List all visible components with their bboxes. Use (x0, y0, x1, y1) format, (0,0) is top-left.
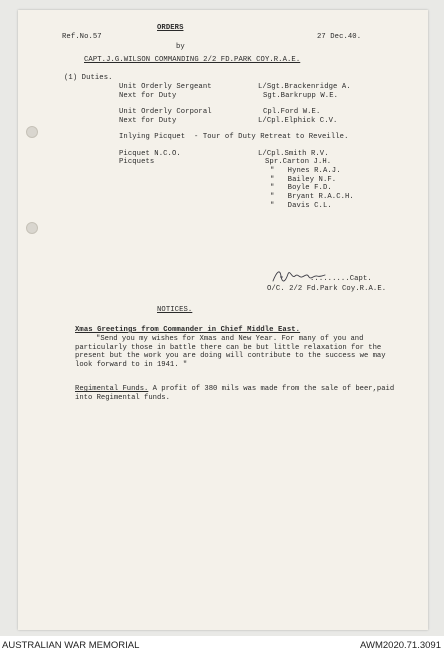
duty-name: Sgt.Barkrupp W.E. (263, 92, 339, 100)
picquet-name: " Bailey N.F. (270, 176, 337, 184)
duty-name: L/Sgt.Brackenridge A. (258, 83, 351, 91)
by-label: by (176, 43, 185, 51)
footer-accession-number: AWM2020.71.3091 (360, 640, 441, 651)
duty-name: L/Cpl.Elphick C.V. (258, 117, 338, 125)
reference-number: Ref.No.57 (62, 33, 102, 41)
orders-heading: ORDERS (157, 24, 184, 32)
xmas-greetings-body: "Send you my wishes for Xmas and New Year. For many of you and particularly those in battle there can be but little relaxation for the present but the work you are doing will contribute to the success we may look forward to in 1941. " (75, 335, 386, 369)
archive-footer (0, 636, 444, 653)
duties-label: (1) Duties. (64, 74, 113, 82)
duty-role: Unit Orderly Corporal (119, 108, 212, 116)
punch-hole (26, 126, 38, 138)
duty-role: Next for Duty (119, 117, 177, 125)
picquet-name: " Bryant R.A.C.H. (270, 193, 354, 201)
punch-hole (26, 222, 38, 234)
regimental-funds-title: Regimental Funds. (75, 385, 149, 393)
regimental-funds-body: A profit of 380 mils was made from the sale of beer,paid into Regimental funds. (75, 385, 395, 402)
signature-line: .........Capt. (310, 275, 372, 283)
picquets-label: Picquets (119, 158, 155, 166)
duty-role: Unit Orderly Sergeant (119, 83, 212, 91)
signature-title: O/C. 2/2 Fd.Park Coy.R.A.E. (267, 285, 387, 293)
footer-institution: AUSTRALIAN WAR MEMORIAL (2, 640, 140, 651)
xmas-greetings-title: Xmas Greetings from Commander in Chief Middle East. (75, 326, 301, 334)
document-page (18, 10, 428, 630)
picquet-nco-role: Picquet N.C.O. (119, 150, 181, 158)
picquet-nco-name: L/Cpl.Smith R.V. (258, 150, 329, 158)
picquet-name: Spr.Carton J.H. (265, 158, 332, 166)
inlying-picquet-line: Inlying Picquet - Tour of Duty Retreat to Reveille. (119, 133, 349, 141)
picquet-name: " Davis C.L. (270, 202, 332, 210)
picquet-name: " Hynes R.A.J. (270, 167, 341, 175)
duty-name: Cpl.Ford W.E. (263, 108, 321, 116)
commander-line: CAPT.J.G.WILSON COMMANDING 2/2 FD.PARK COY.R.A.E. (84, 56, 301, 64)
duty-role: Next for Duty (119, 92, 177, 100)
picquet-name: " Boyle F.D. (270, 184, 332, 192)
notices-heading: NOTICES. (157, 306, 193, 314)
regimental-funds-notice (75, 385, 405, 402)
order-date: 27 Dec.40. (317, 33, 362, 41)
